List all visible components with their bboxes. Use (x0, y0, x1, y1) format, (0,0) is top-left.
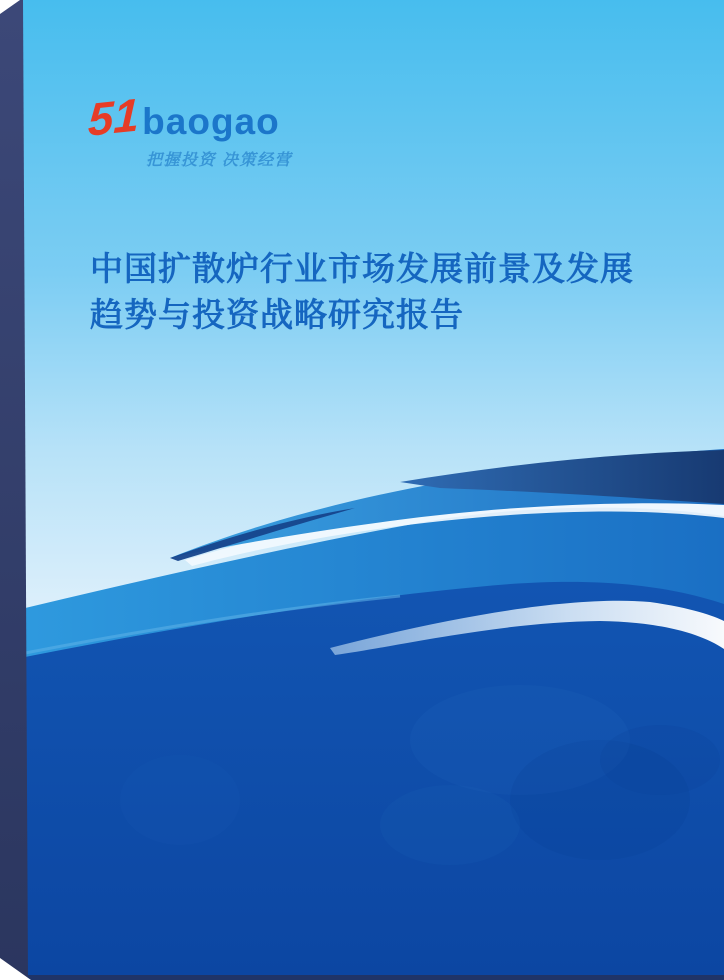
bottom-edge-shadow (0, 975, 724, 980)
report-title (90, 246, 680, 338)
brand-logo (87, 88, 292, 170)
logo-51-mark: 51 (87, 88, 140, 146)
report-title-line-2: 趋势与投资战略研究报告 (90, 296, 464, 333)
report-title-line-1: 中国扩散炉行业市场发展前景及发展 (90, 250, 634, 287)
logo-baogao-text: baogao (142, 101, 280, 142)
logo-tagline: 把握投资 决策经营 (146, 152, 292, 169)
